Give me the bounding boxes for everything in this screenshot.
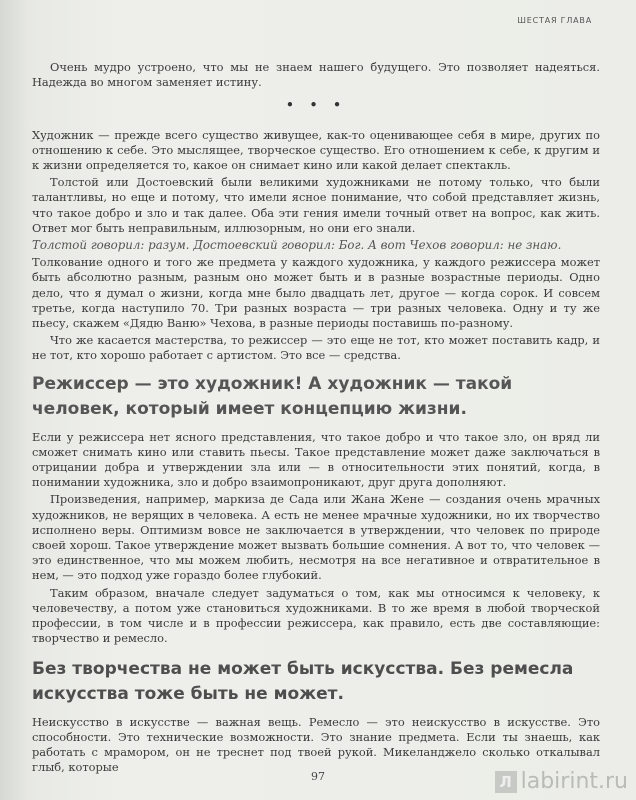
watermark-text: labirint.ru	[520, 769, 628, 794]
paragraph: Толкование одного и того же предмета у каждого художника, у каждого режиссера может быть абсолютно разным, разным оно может быть и в разные возрастные периоды. Одно дело, что я думал о жизни, когда мне было двадцать лет, другое — когда сорок. И совсем третье, когда наступило 70. Три разных возраста — три разных человека. Одну и ту же пьесу, скажем «Дядю Ваню» Чехова, в разные периоды поставишь по-разному.	[32, 255, 600, 331]
watermark	[495, 769, 628, 794]
paragraph: Толстой или Достоевский были великими художниками не потому только, что были талантливы, но еще и потому, что имели ясное понимание, что собой представляет жизнь, что такое добро и зло и так далее. Оба эти гения имели точный ответ на вопрос, как жить. Ответ мог быть неправильным, иллюзорным, но они его знали.	[32, 175, 600, 235]
section-ornament: • • •	[285, 96, 347, 115]
page-number: 97	[311, 770, 325, 783]
paragraph: Произведения, например, маркиза де Сада или Жана Жене — создания очень мрачных художников, не верящих в человека. А есть не менее мрачные художники, но их творчество исполнено веры. Оптимизм вовсе не заключается в утверждении, что человек по природе своей хорош. Такое утверждение может вызвать большие сомнения. А вот то, что человек — это единственное, что мы можем любить, несмотря на все негативное и отвратительное в нем, — это подход уже гораздо более глубокий.	[32, 492, 600, 583]
paragraph: Что же касается мастерства, то режиссер — это еще не тот, кто может поставить кадр, и не тот, кто хорошо работает с артистом. Это все — средства.	[32, 333, 600, 363]
running-head: ШЕСТАЯ ГЛАВА	[517, 16, 592, 25]
paragraph: Если у режиссера нет ясного представления, что такое добро и что такое зло, он вряд ли сможет снимать кино или ставить пьесы. Такое представление может даже заключаться в отрицании добра и утверждении зла или — в относительности этих понятий, когда, в понимании художника, зло и добро взаимопроникают, друг друга дополняют.	[32, 429, 600, 490]
paragraph: Очень мудро устроено, что мы не знаем нашего будущего. Это позволяет надеяться. Надежда во многом заменяет истину.	[32, 60, 600, 90]
callout-heading: Режиссер — это художник! А художник — такой человек, который имеет концепцию жизни.	[32, 373, 513, 419]
paragraph: Художник — прежде всего существо живущее, как-то оценивающее себя в мире, других по отношению к себе. Это мыслящее, творческое существо. Его отношением к себе, к другим и к жизни определяется то, какое он снимает кино или какой делает спектакль.	[32, 127, 600, 173]
page-text	[32, 60, 600, 777]
italic-quote: Толстой говорил: разум. Достоевский говорил: Бог. А вот Чехов говорил: не знаю.	[32, 238, 562, 253]
callout-heading: Без творчества не может быть искусства. Без ремесла искусства тоже быть не может.	[32, 658, 574, 704]
paragraph: Неискусство в искусстве — важная вещь. Ремесло — это неискусство в искусстве. Это способности. Это технические возможности. Это знание предмета. Если ты знаешь, как работать с мрамором, он не треснет под твоей рукой. Микеланджело сколько откалывал глыб, которые	[32, 714, 600, 775]
labirint-logo-icon: Л	[495, 771, 517, 793]
paragraph: Таким образом, вначале следует задуматься о том, как мы относимся к человеку, к человечеству, а потом уже становиться художниками. В то же время в любой творческой профессии, в том числе и в профессии режиссера, как правило, есть две составляющие: творчество и ремесло.	[32, 585, 600, 646]
